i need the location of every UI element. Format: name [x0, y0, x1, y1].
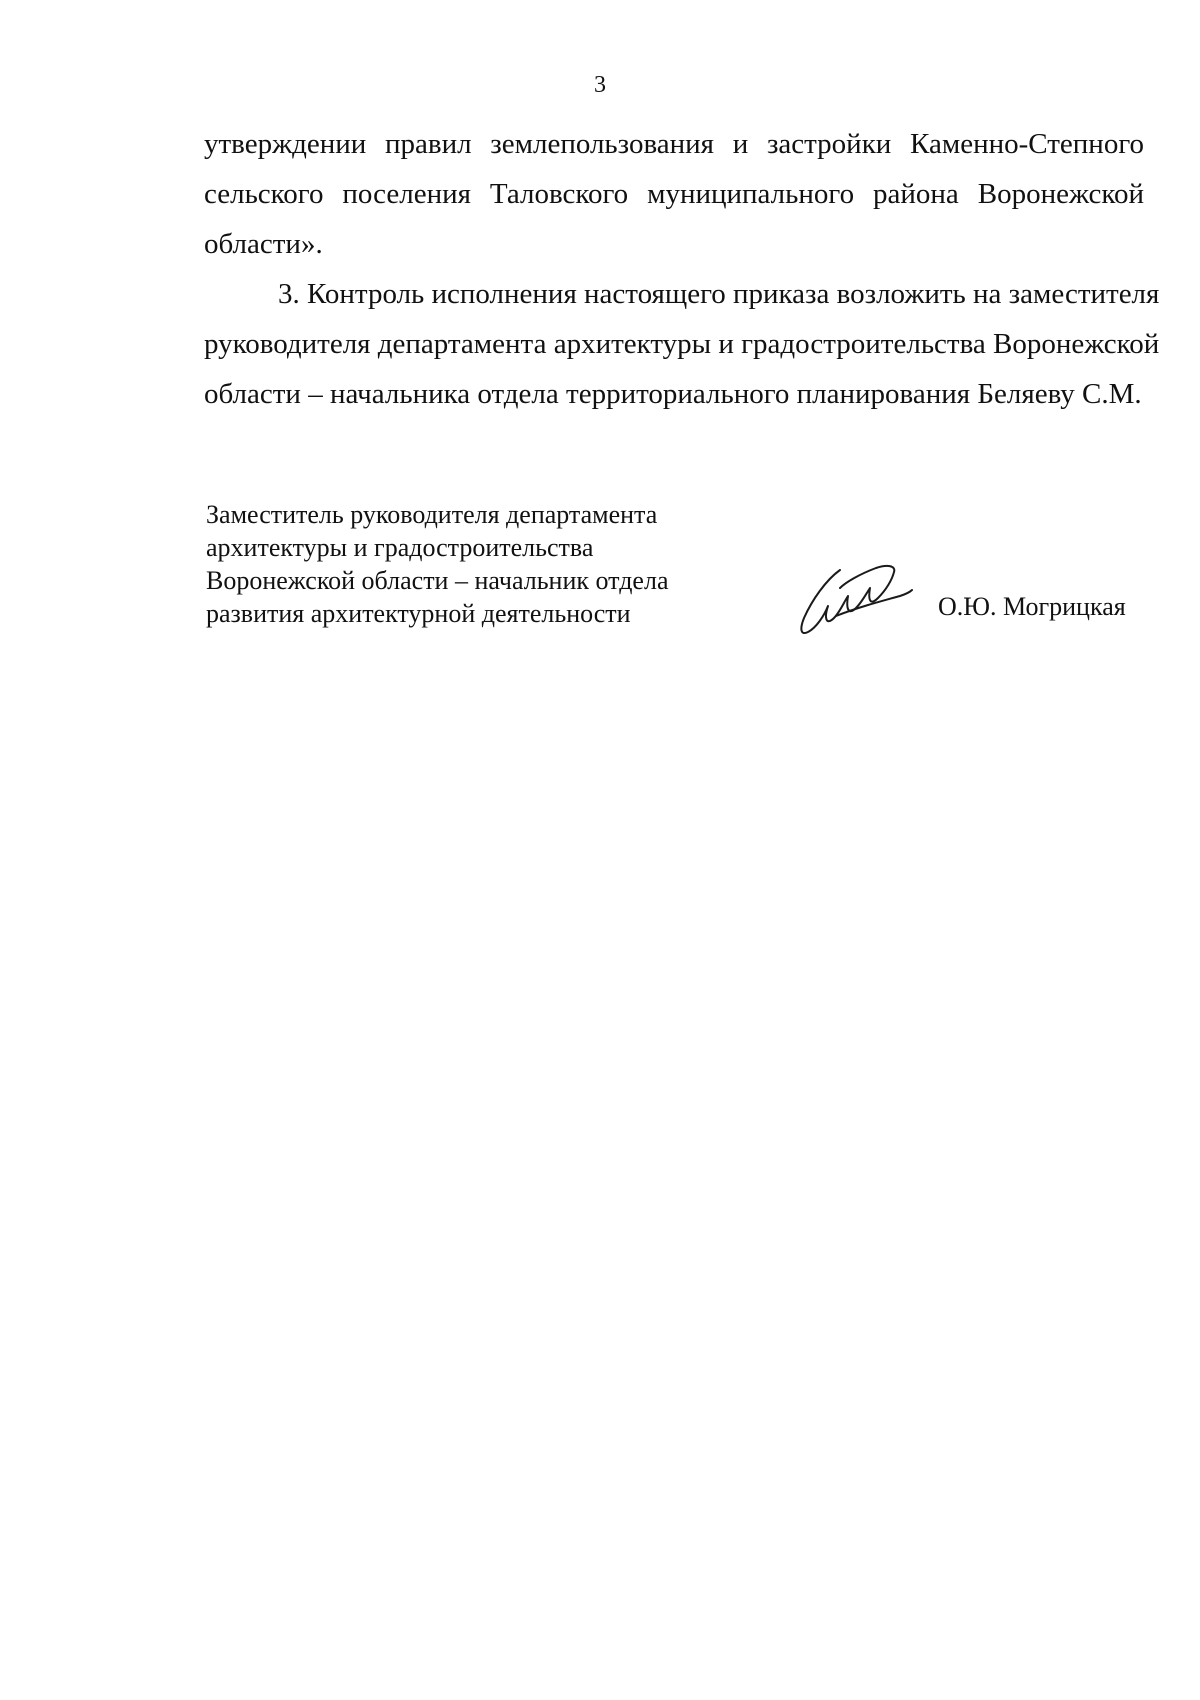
signer-name: О.Ю. Могрицкая: [938, 592, 1126, 621]
position-line: архитектуры и градостроительства: [206, 533, 594, 562]
page-number: 3: [594, 72, 606, 98]
paragraph-line: области».: [204, 228, 323, 260]
signature-strokes: [801, 566, 912, 633]
handwritten-signature: [796, 558, 916, 644]
paragraph-line: 3. Контроль исполнения настоящего приказа возложить на заместителя: [278, 278, 1160, 310]
paragraph-continuation: [204, 119, 1144, 269]
paragraph-line: утверждении правил землепользования и застройки Каменно-Степного: [204, 128, 1144, 160]
position-line: Воронежской области – начальник отдела: [206, 566, 669, 595]
signatory-position: [206, 498, 668, 630]
paragraph-line: сельского поселения Таловского муниципального района Воронежской: [204, 178, 1144, 210]
position-line: Заместитель руководителя департамента: [206, 500, 658, 529]
paragraph-3: [204, 269, 1160, 419]
paragraph-line: области – начальника отдела территориального планирования Беляеву С.М.: [204, 378, 1142, 410]
position-line: развития архитектурной деятельности: [206, 599, 631, 628]
paragraph-line: руководителя департамента архитектуры и градостроительства Воронежской: [204, 328, 1160, 360]
